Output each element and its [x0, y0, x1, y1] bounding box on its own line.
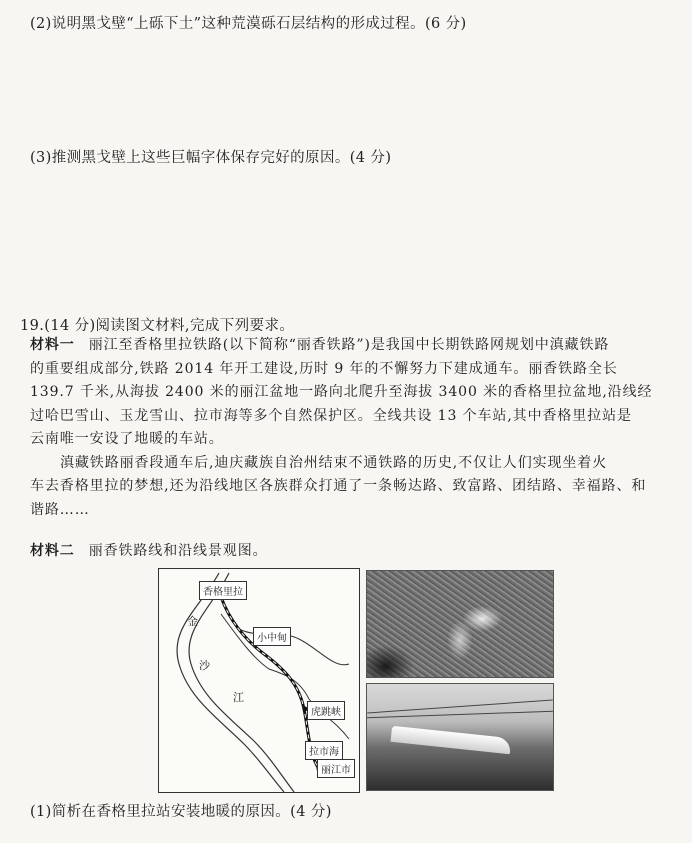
material-2-label: 材料二	[30, 543, 75, 559]
power-wire-2	[367, 711, 553, 718]
river-char-jiang: 江	[233, 691, 244, 704]
station-label-lashihai: 拉市海	[305, 741, 343, 760]
river-line-west	[177, 573, 284, 792]
train-photo	[366, 683, 554, 791]
material-1-p2-line-2: 车去香格里拉的梦想,还为沿线地区各族群众打通了一条畅达路、致富路、团结路、幸福路、和	[30, 478, 647, 494]
material-1	[30, 334, 652, 522]
river-char-sha: 沙	[199, 659, 210, 672]
material-1-p2-line-3: 谐路……	[30, 501, 90, 518]
material-1-p2-line-1: 滇藏铁路丽香段通车后,迪庆藏族自治州结束不通铁路的历史,不仅让人们实现坐着火	[60, 454, 608, 471]
material-2	[30, 540, 268, 564]
question-2: (2)说明黑戈壁“上砾下土”这种荒漠砾石层结构的形成过程。(6 分)	[30, 16, 467, 32]
railway-map	[158, 568, 360, 793]
station-label-xiaozhongdian: 小中甸	[253, 627, 291, 646]
material-1-line-3: 139.7 千米,从海拔 2400 米的丽江盆地一路向北爬升至海拔 3400 米的香格里拉盆地,沿线经	[30, 384, 653, 400]
material-1-line-4: 过哈巴雪山、玉龙雪山、拉市海等多个自然保护区。全线共设 13 个车站,其中香格里拉站是	[30, 407, 632, 424]
material-1-line-2: 的重要组成部分,铁路 2014 年开工建设,历时 9 年的不懈努力下建成通车。丽香铁路全长	[30, 360, 618, 377]
station-label-hutiaoxia: 虎跳峡	[307, 701, 345, 720]
train-shape	[390, 726, 511, 754]
material-1-label: 材料一	[30, 337, 75, 353]
station-label-lijiang: 丽江市	[317, 759, 355, 778]
question-19-header: 19.(14 分)阅读图文材料,完成下列要求。	[20, 318, 295, 334]
material-1-line-5: 云南唯一安设了地暖的车站。	[30, 431, 224, 447]
material-2-text: 丽香铁路线和沿线景观图。	[88, 543, 268, 559]
river-char-jin: 金	[187, 615, 198, 628]
river-line-east	[189, 573, 294, 792]
snow-mountain-photo	[366, 570, 554, 678]
station-label-shangrila: 香格里拉	[199, 581, 247, 600]
question-19-1: (1)简析在香格里拉站安装地暖的原因。(4 分)	[30, 804, 332, 820]
question-3: (3)推测黑戈壁上这些巨幅字体保存完好的原因。(4 分)	[30, 150, 392, 166]
material-1-line-1: 丽江至香格里拉铁路(以下简称“丽香铁路”)是我国中长期铁路网规划中滇藏铁路	[88, 337, 610, 353]
